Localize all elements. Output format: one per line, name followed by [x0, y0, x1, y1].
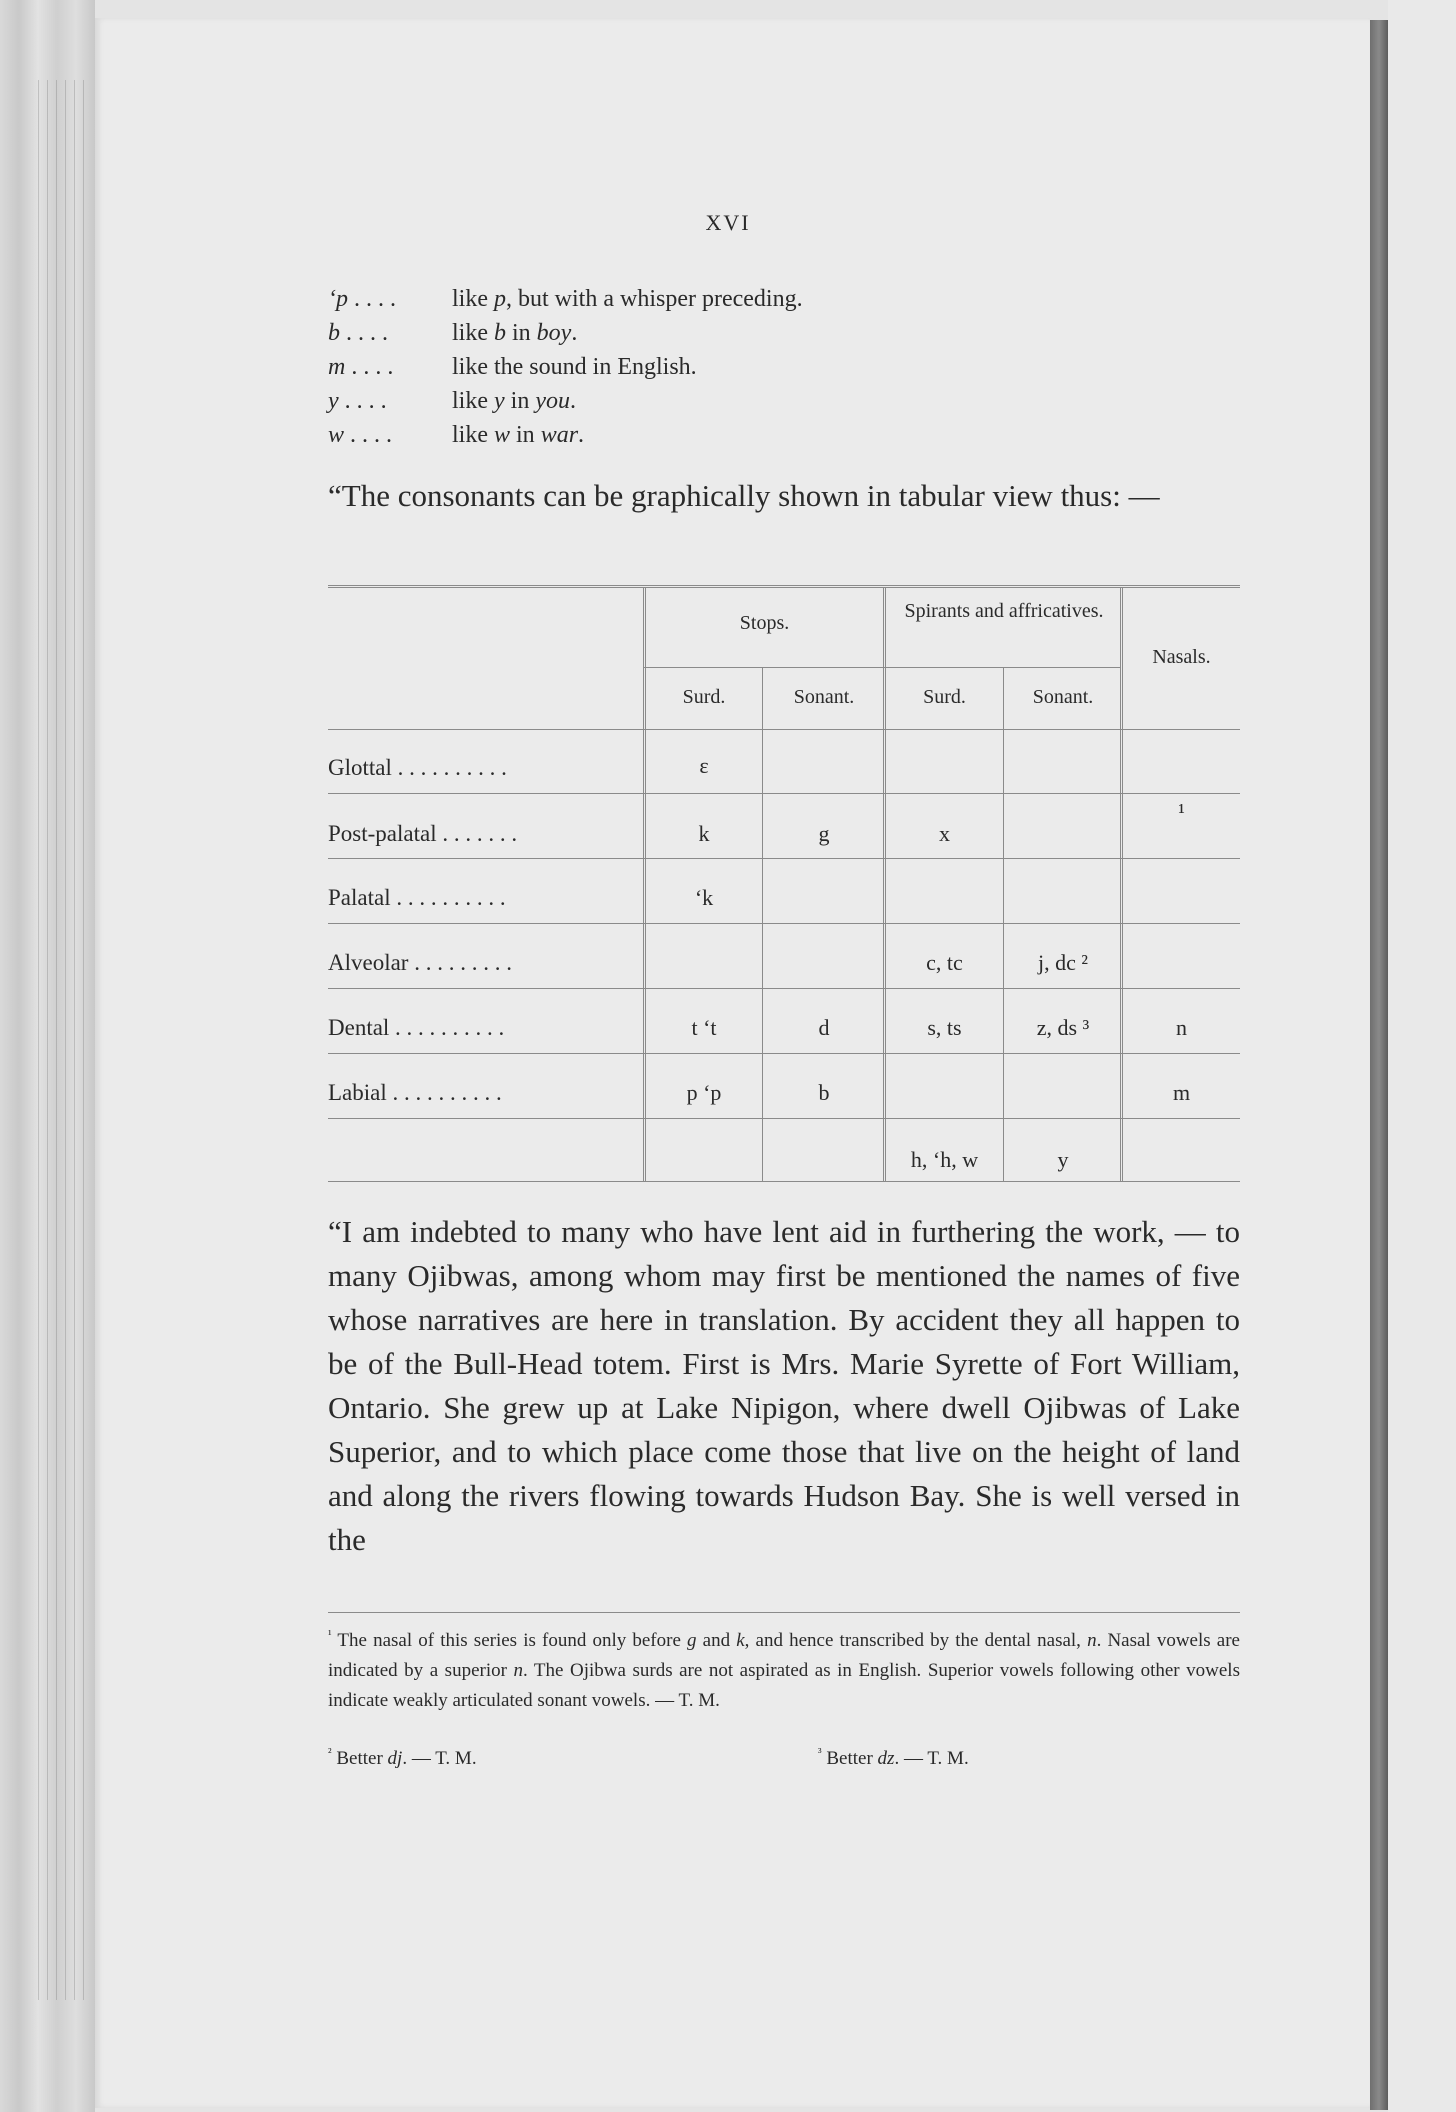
cell-stop-surd: p ‘p	[686, 1080, 722, 1105]
cell-stop-sonant: g	[818, 821, 830, 846]
key-row-y: y . . . . like y in you.	[328, 388, 576, 414]
cell-spirant-surd: x	[939, 821, 950, 846]
body-paragraph: “I am indebted to many who have lent aid in furthering the work, — to many Ojibwas, among whom may first be mentioned the names of five whose narratives are here in translation. By accident they all happen to be of the Bull-Head totem. First is Mrs. Marie Syrette of Fort William, Ontario. She grew up at Lake Nipigon, where dwell Ojibwas of Lake Superior, and to which place come those that live on the height of land and along the rivers flowing towards Hudson Bay. She is well versed in the	[328, 1214, 1240, 1557]
key-symbol: b	[328, 320, 340, 346]
cell-nasal: m	[1172, 1080, 1191, 1105]
cell-stop-sonant: d	[818, 1015, 830, 1040]
key-row-p: ‘p . . . . like p, but with a whisper preceding.	[328, 286, 803, 312]
cell-stop-surd: t ‘t	[691, 1015, 717, 1040]
subheader-sonant: Sonant.	[793, 686, 855, 708]
key-symbol: ‘p	[328, 286, 348, 312]
cell-spirant-surd: c, tc	[926, 950, 963, 975]
footnote-3: $^{^3}$ Better dz. — T. M.	[818, 1745, 969, 1769]
facing-page-edge	[1388, 0, 1456, 2112]
row-rule	[328, 1053, 1240, 1054]
key-symbol: y	[328, 388, 339, 414]
header-divider	[643, 667, 1120, 668]
subheader-surd: Surd.	[923, 686, 966, 708]
consonant-table	[328, 585, 1240, 1185]
pronunciation-key	[328, 282, 803, 452]
cell-spirant-surd: h, ‘h, w	[910, 1147, 979, 1172]
intro-paragraph: “The consonants can be graphically shown in tabular view thus: —	[328, 478, 1160, 513]
row-label-dental: Dental . . . . . . . . . .	[328, 1015, 505, 1040]
key-symbol: m	[328, 354, 346, 380]
row-label-labial: Labial . . . . . . . . . .	[328, 1080, 502, 1105]
header-spirants: Spirants and affricatives.	[904, 600, 1104, 622]
book-spine-shadow	[1370, 20, 1388, 2110]
row-label-post-palatal: Post-palatal . . . . . . .	[328, 821, 518, 846]
row-label-alveolar: Alveolar . . . . . . . . .	[328, 950, 512, 975]
table-bottom-rule	[328, 1181, 1240, 1182]
subheader-sonant: Sonant.	[1032, 686, 1094, 708]
cell-stop-sonant: b	[818, 1080, 830, 1105]
key-row-b: b . . . . like b in boy.	[328, 320, 578, 346]
cell-spirant-sonant: j, dc ²	[1038, 950, 1088, 975]
row-label-palatal: Palatal . . . . . . . . . .	[328, 885, 506, 910]
cell-stop-surd: k	[698, 821, 710, 846]
row-rule	[328, 1118, 1240, 1119]
row-rule	[328, 988, 1240, 989]
cell-nasal: n	[1176, 1015, 1187, 1040]
page-edges	[30, 80, 90, 2000]
col-rule	[883, 588, 886, 1181]
row-label-glottal: Glottal . . . . . . . . . .	[328, 755, 507, 780]
key-symbol: w	[328, 422, 345, 448]
subheader-surd: Surd.	[682, 686, 726, 708]
cell-nasal: ¹	[1178, 799, 1185, 824]
table-top-rule	[328, 585, 1240, 588]
footnote-rule	[328, 1612, 1240, 1613]
header-stops: Stops.	[739, 612, 790, 634]
key-row-m: m . . . . like the sound in English.	[328, 354, 697, 380]
cell-stop-surd: ‘k	[694, 885, 714, 910]
row-rule	[328, 858, 1240, 859]
cell-spirant-sonant: z, ds ³	[1036, 1015, 1090, 1040]
col-rule	[762, 667, 763, 1181]
key-row-w: w . . . . like w in war.	[328, 422, 585, 448]
col-rule	[1003, 667, 1004, 1181]
page-number: XVI	[705, 210, 751, 235]
footnote-2: $^{^2}$ Better dj. — T. M.	[328, 1745, 477, 1769]
row-rule	[328, 923, 1240, 924]
header-nasals: Nasals.	[1152, 646, 1211, 668]
cell-spirant-sonant: y	[1057, 1147, 1069, 1172]
header-bottom-rule	[328, 729, 1240, 730]
footnote-1: $^{^1}$ The nasal of this series is found only before g and k, and hence transcribed by the dental nasal, n. Nasal vowels are indicated by a superior n. The Ojibwa surds are not aspirated as in English. Superior vowels following other vowels indicate weakly articulated sonant vowels. — T. M.	[328, 1627, 1240, 1711]
row-rule	[328, 793, 1240, 794]
cell-spirant-surd: s, ts	[927, 1015, 962, 1040]
cell-stop-surd: ε	[699, 753, 709, 778]
book-page-stack-left	[0, 0, 95, 2112]
